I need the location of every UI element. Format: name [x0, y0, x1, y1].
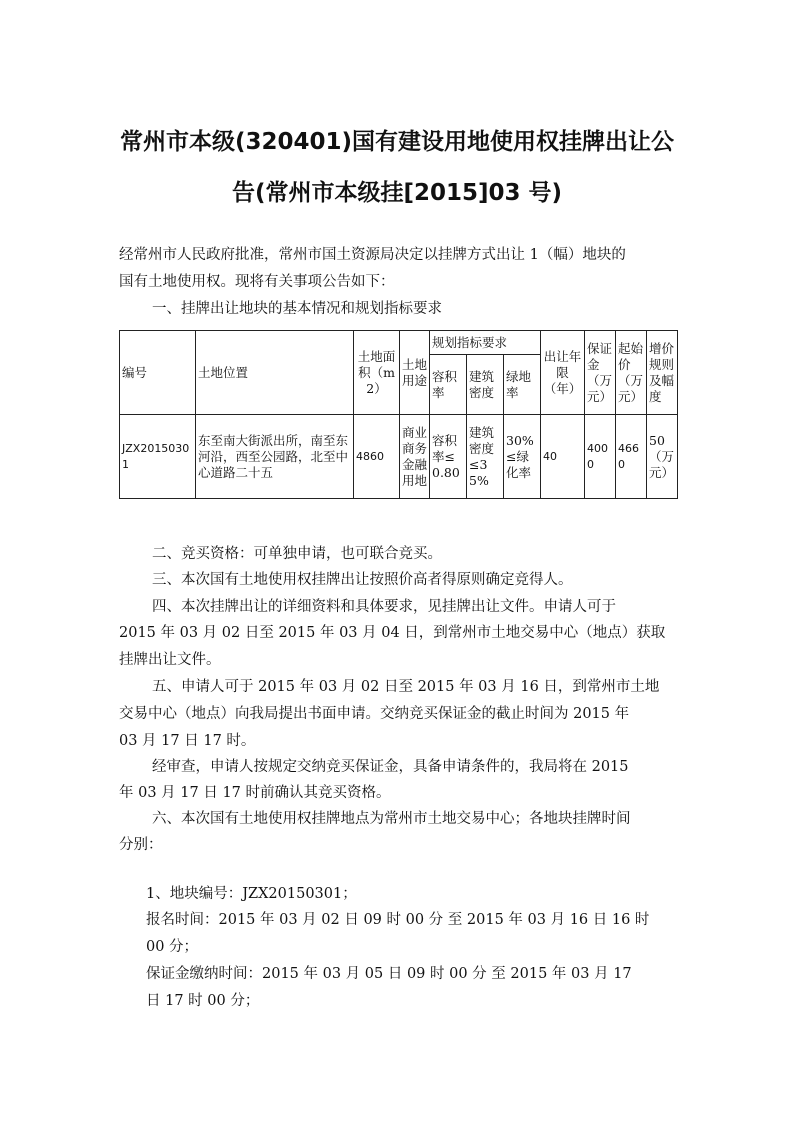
table-row [120, 415, 678, 499]
header-density: 建筑密度 [467, 355, 504, 415]
deposit-time-line-2: 日 17 时 00 分； [146, 993, 260, 1009]
section-1-heading: 一、挂牌出让地块的基本情况和规划指标要求 [152, 301, 442, 317]
review-line-2: 年 03 月 17 日 17 时前确认其竞买资格。 [119, 785, 391, 801]
header-plot-ratio: 容积率 [430, 355, 467, 415]
section-5-line-1: 五、申请人可于 2015 年 03 月 02 日至 2015 年 03 月 16 日，到常州市土地 [152, 679, 660, 695]
intro-line-2: 国有土地使用权。现将有关事项公告如下： [119, 274, 395, 290]
section-4-line-3: 挂牌出让文件。 [119, 652, 221, 668]
cell-plot-ratio: 容积率≤0.80 [430, 415, 467, 499]
registration-time-line-2: 00 分； [146, 939, 199, 955]
cell-start-price: 4660 [616, 415, 647, 499]
registration-time-line-1: 报名时间：2015 年 03 月 02 日 09 时 00 分 至 2015 年 03 月 16 日 16 时 [146, 912, 650, 928]
header-term: 出让年限（年） [541, 331, 585, 415]
section-2: 二、竞买资格：可单独申请，也可联合竞买。 [152, 546, 442, 562]
review-line-1: 经审查，申请人按规定交纳竞买保证金，具备申请条件的，我局将在 2015 [152, 759, 629, 775]
header-deposit: 保证金（万元） [585, 331, 616, 415]
parcel-item-1: 1、地块编号：JZX20150301； [146, 886, 357, 902]
cell-increment: 50（万元） [647, 415, 678, 499]
cell-location: 东至南大街派出所，南至东河沿，西至公园路，北至中心道路二十五 [196, 415, 354, 499]
intro-line-1: 经常州市人民政府批准，常州市国土资源局决定以挂牌方式出让 1（幅）地块的 [119, 247, 626, 263]
header-code: 编号 [120, 331, 196, 415]
section-6-line-1: 六、本次国有土地使用权挂牌地点为常州市土地交易中心；各地块挂牌时间 [152, 811, 631, 827]
land-info-table [119, 330, 678, 499]
cell-green: 30%≤绿化率 [504, 415, 541, 499]
section-4-line-2: 2015 年 03 月 02 日至 2015 年 03 月 04 日，到常州市土地交易中心（地点）获取 [119, 625, 666, 641]
header-area: 土地面积（m2） [354, 331, 400, 415]
header-location: 土地位置 [196, 331, 354, 415]
title-line-1: 常州市本级(320401)国有建设用地使用权挂牌出让公 [119, 129, 675, 155]
title-line-2: 告(常州市本级挂[2015]03 号) [231, 180, 563, 206]
cell-area: 4860 [354, 415, 400, 499]
section-3: 三、本次国有土地使用权挂牌出让按照价高者得原则确定竞得人。 [152, 572, 573, 588]
header-usage: 土地用途 [400, 331, 430, 415]
cell-term: 40 [541, 415, 585, 499]
header-start-price: 起始价（万元） [616, 331, 647, 415]
header-increment: 增价规则及幅度 [647, 331, 678, 415]
cell-density: 建筑密度≤35% [467, 415, 504, 499]
header-green: 绿地率 [504, 355, 541, 415]
cell-code: JZX20150301 [120, 415, 196, 499]
section-5-line-2: 交易中心（地点）向我局提出书面申请。交纳竞买保证金的截止时间为 2015 年 [119, 706, 630, 722]
section-5-line-3: 03 月 17 日 17 时。 [119, 733, 256, 749]
section-4-line-1: 四、本次挂牌出让的详细资料和具体要求，见挂牌出让文件。申请人可于 [152, 599, 616, 615]
cell-usage: 商业商务金融用地 [400, 415, 430, 499]
cell-deposit: 4000 [585, 415, 616, 499]
header-planning: 规划指标要求 [430, 331, 541, 355]
section-6-line-2: 分别： [119, 837, 163, 853]
deposit-time-line-1: 保证金缴纳时间：2015 年 03 月 05 日 09 时 00 分 至 2015 年 03 月 17 [146, 966, 632, 982]
